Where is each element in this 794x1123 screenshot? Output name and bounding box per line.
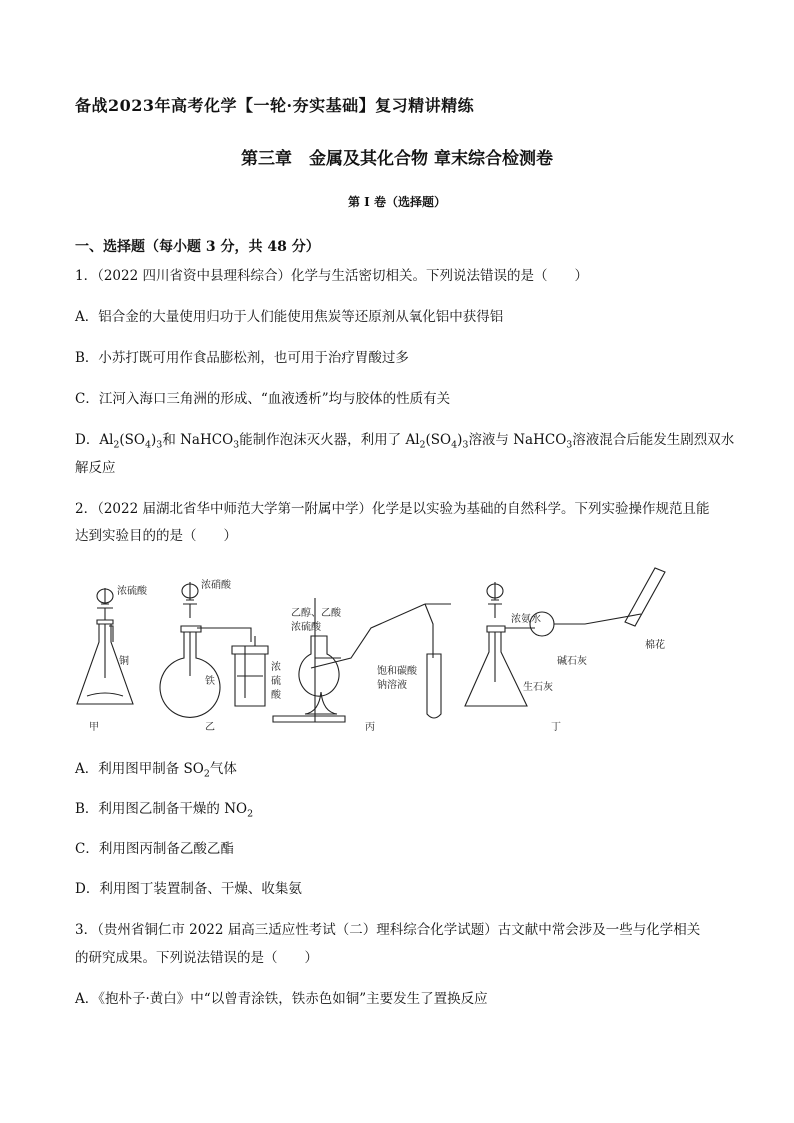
ding-name-label: 丁 xyxy=(551,722,561,733)
ding-reagent-label: 浓氨水 xyxy=(511,614,541,625)
question-2-option-a: A．利用图甲制备 $SO_2$气体 xyxy=(75,761,237,780)
section-heading: 一、选择题（每小题 3 分，共 48 分） xyxy=(75,239,320,255)
apparatus-figure xyxy=(65,558,705,738)
bing-solution-label-2: 钠溶液 xyxy=(377,680,407,691)
ding-dry-label: 碱石灰 xyxy=(557,656,587,667)
question-1-option-c: C．江河入海口三角洲的形成、“血液透析”均与胶体的性质有关 xyxy=(75,391,451,407)
question-2-stem: 2．（2022 届湖北省华中师范大学第一附属中学）化学是以实验为基础的自然科学。下列实验操作规范且能 xyxy=(75,501,710,517)
question-3-stem: 3．（贵州省铜仁市 2022 届高三适应性考试（二）理科综合化学试题）古文献中常会涉及一些与化学相关 xyxy=(75,922,701,938)
jia-acid-label: 浓硫酸 xyxy=(117,586,147,597)
yi-acid-label: 浓硝酸 xyxy=(201,580,231,591)
document-title: 备战2023年高考化学【一轮·夯实基础】复习精讲精练 xyxy=(75,96,475,115)
bing-reagent-label-1: 乙醇、乙酸 xyxy=(291,608,341,619)
yi-name-label: 乙 xyxy=(205,722,215,733)
yi-dry-label-3: 酸 xyxy=(271,690,281,701)
apparatus-diagram xyxy=(65,558,705,738)
yi-dry-label-2: 硫 xyxy=(271,676,281,687)
question-1-option-a: A．铝合金的大量使用归功于人们能使用焦炭等还原剂从氧化铝中获得铝 xyxy=(75,309,504,325)
bing-name-label: 丙 xyxy=(365,722,375,733)
question-1-stem: 1．（2022 四川省资中县理科综合）化学与生活密切相关。下列说法错误的是（ ） xyxy=(75,268,588,284)
bing-solution-label-1: 饱和碳酸 xyxy=(377,666,417,677)
yi-metal-label: 铁 xyxy=(205,676,215,687)
question-2-option-d: D．利用图丁装置制备、干燥、收集氨 xyxy=(75,881,302,897)
ding-solid-label: 生石灰 xyxy=(523,682,553,693)
question-2-option-c: C．利用图丙制备乙酸乙酯 xyxy=(75,841,234,857)
chapter-title: 第三章 金属及其化合物 章末综合检测卷 xyxy=(241,149,553,169)
jia-name-label: 甲 xyxy=(89,722,99,733)
yi-dry-label-1: 浓 xyxy=(271,662,281,673)
question-2-option-b: B．利用图乙制备干燥的 $NO_2$ xyxy=(75,801,254,820)
question-3-stem-continued: 的研究成果。下列说法错误的是（ ） xyxy=(75,950,318,966)
question-3-option-a: A．《抱朴子·黄白》中“以曾青涂铁，铁赤色如铜”主要发生了置换反应 xyxy=(75,991,488,1007)
question-1-option-d-continued: 解反应 xyxy=(75,460,116,476)
question-1-option-d: D．$Al_2(SO_4)_3$和 NaHCO$_3$能制作泡沫灭火器，利用了 $Al_2(SO_4)_3$溶液与 NaHCO$_3$溶液混合后能发生剧烈双水 xyxy=(75,432,735,451)
ding-cotton-label: 棉花 xyxy=(645,640,665,651)
question-2-stem-continued: 达到实验目的的是（ ） xyxy=(75,528,237,544)
jia-metal-label: 铜 xyxy=(119,656,129,667)
bing-reagent-label-2: 浓硫酸 xyxy=(291,622,321,633)
question-1-option-b: B．小苏打既可用作食品膨松剂，也可用于治疗胃酸过多 xyxy=(75,350,409,366)
volume-title: 第 I 卷（选择题） xyxy=(348,195,446,209)
